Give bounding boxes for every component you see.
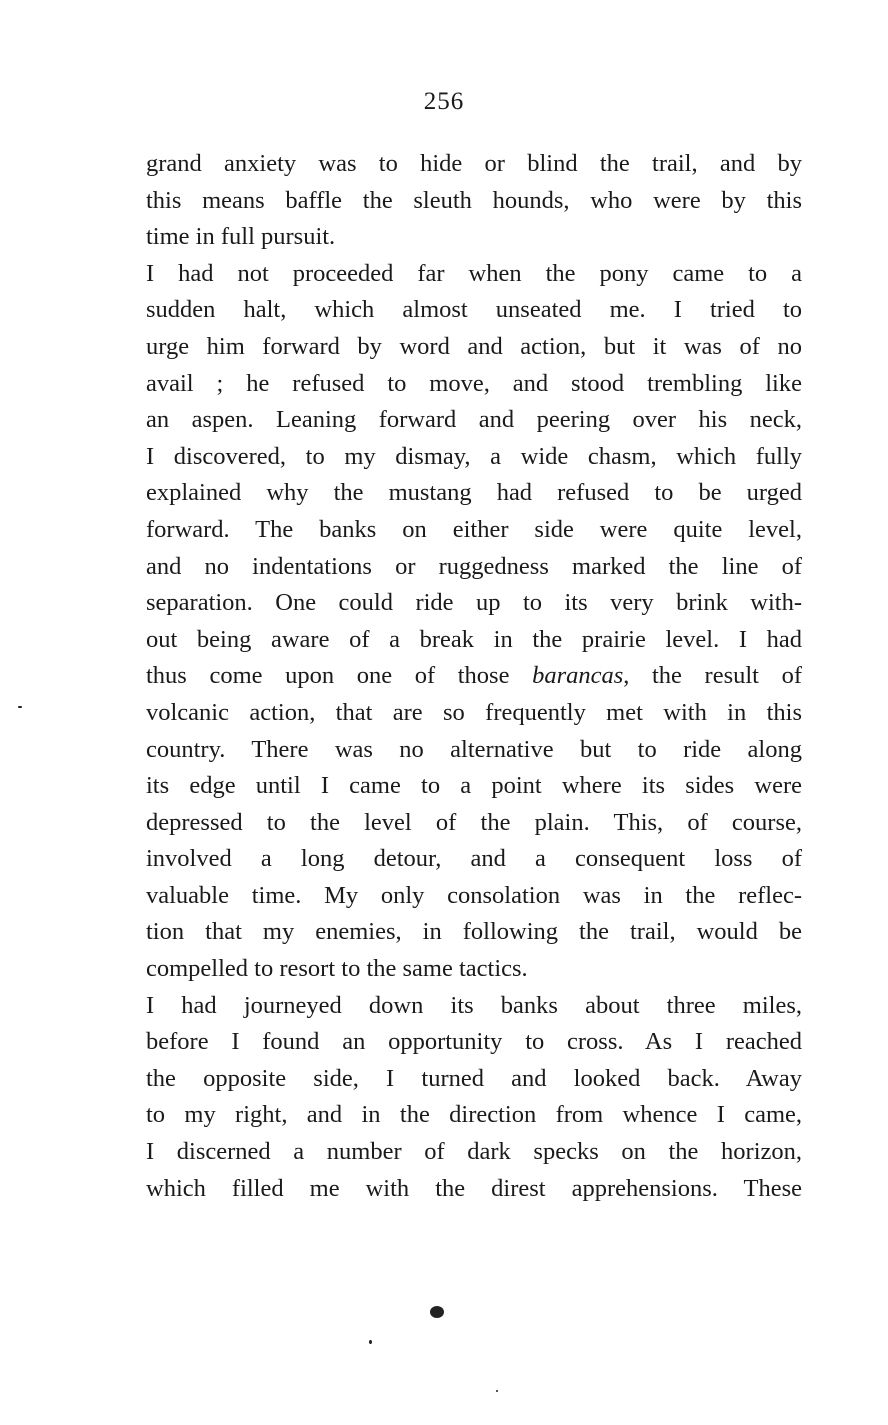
text-line: an aspen. Leaning forward and peering over his neck, (146, 406, 802, 434)
text-line: this means baffle the sleuth hounds, who were by this (146, 186, 802, 214)
italic-term: barancas (532, 662, 624, 690)
text-line: depressed to the level of the plain. This, of course, (146, 808, 802, 836)
text-line: explained why the mustang had refused to be urged (146, 479, 802, 507)
text-line: sudden halt, which almost unseated me. I tried to (146, 296, 802, 324)
text-line: involved a long detour, and a consequent loss of (146, 845, 802, 873)
text-line: urge him forward by word and action, but it was of no (146, 332, 802, 360)
ink-speck (369, 1340, 372, 1344)
ink-speck (496, 1390, 498, 1392)
text-line: I discovered, to my dismay, a wide chasm, which fully (146, 442, 802, 470)
text-line: and no indentations or ruggedness marked the line of (146, 552, 802, 580)
text-line: the opposite side, I turned and looked back. Away (146, 1064, 802, 1092)
text-line: grand anxiety was to hide or blind the trail, and by (146, 150, 802, 177)
text-after-italic: , the result of (623, 662, 802, 690)
text-line: compelled to resort to the same tactics. (146, 955, 528, 983)
body-text (146, 146, 802, 1207)
text-line-italic-term (146, 658, 802, 695)
text-line: its edge until I came to a point where its sides were (146, 772, 802, 800)
text-line: I had not proceeded far when the pony came to a (146, 259, 802, 287)
text-line: to my right, and in the direction from whence I came, (146, 1101, 802, 1129)
text-line: country. There was no alternative but to ride along (146, 735, 802, 763)
text-before-italic: thus come upon one of those (146, 662, 533, 690)
text-line: before I found an opportunity to cross. As I reached (146, 1028, 802, 1056)
text-line: which filled me with the direst apprehensions. These (146, 1174, 802, 1202)
text-line: avail ; he refused to move, and stood trembling like (146, 369, 802, 397)
text-line: forward. The banks on either side were quite level, (146, 515, 802, 543)
ink-blot (430, 1306, 444, 1318)
page-number: 256 (423, 88, 465, 115)
text-line: I discerned a number of dark specks on the horizon, (146, 1138, 802, 1166)
text-line: tion that my enemies, in following the trail, would be (146, 918, 802, 946)
text-line: separation. One could ride up to its very brink with- (146, 589, 802, 617)
text-line: out being aware of a break in the prairie level. I had (146, 625, 802, 653)
text-line: I had journeyed down its banks about three miles, (146, 991, 802, 1019)
text-line: valuable time. My only consolation was in the reflec- (146, 881, 802, 909)
text-line: volcanic action, that are so frequently met with in this (146, 698, 802, 726)
text-line: time in full pursuit. (146, 223, 336, 251)
ink-speck (18, 706, 22, 708)
